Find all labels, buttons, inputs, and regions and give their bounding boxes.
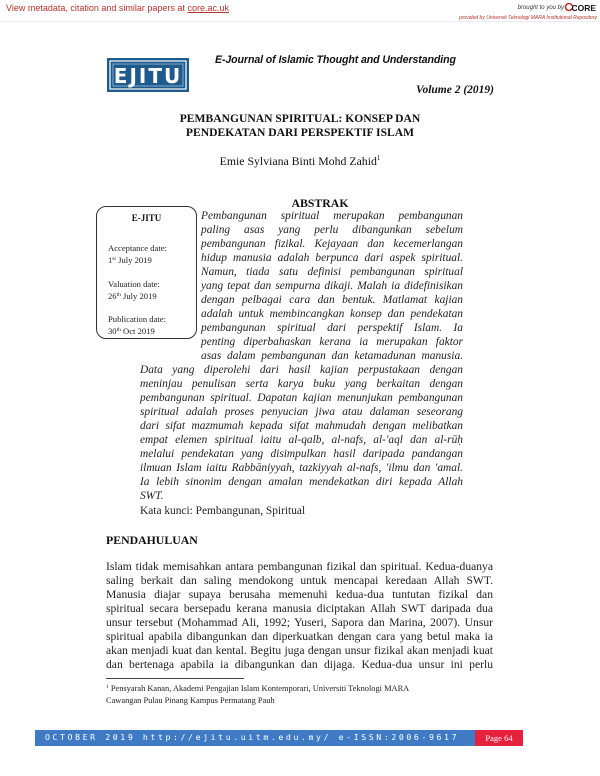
abstract-line: hidup manusia adalah berpunca dari aspek spiritual.: [201, 252, 463, 264]
footnote-marker: 1: [106, 684, 109, 690]
core-link[interactable]: core.ac.uk: [187, 3, 229, 13]
introduction-line: akan menjadi kuat dan kental. Begitu juga dengan unsur fizikal akan menjadi kuat: [106, 644, 493, 657]
article-title-line-2: PENDEKATAN DARI PERSPEKTIF ISLAM: [185, 126, 415, 139]
abstract-line: pembangunan fizikal. Kejayaan dan kecemerlangan: [201, 238, 463, 250]
valuation-label: Valuation date:: [108, 279, 160, 289]
abstract-line: adalah untuk membincangkan konsep dan pendekatan: [201, 308, 463, 320]
footnote-line-2: Cawangan Pulau Pinang Kampus Permatang Pauh: [106, 696, 275, 705]
introduction-heading: PENDAHULUAN: [106, 533, 198, 547]
journal-title: E-Journal of Islamic Thought and Understanding: [215, 54, 456, 66]
introduction-line: spiritual apabila dibangunkan dan diperkuatkan dengan cara yang betul maka ia: [106, 630, 493, 643]
abstract-line: ilmuan Islam iaitu Rabbāniyyah, tazkiyyah al-nafs, 'ilmu dan 'amal.: [140, 462, 463, 474]
provided-by-text: provided by Universiti Teknologi MARA Institutional Repository: [458, 15, 597, 21]
abstract-line: Namun, tiada satu definisi pembangunan spiritual: [201, 266, 463, 278]
view-metadata-text: View metadata, citation and similar papers at: [6, 3, 185, 13]
abstract-line: dengan pelbagai cara dan bentuk. Matlamat kajian: [201, 294, 463, 306]
abstract-line: penting diperbahaskan kerana ia merupakan faktor: [201, 336, 463, 348]
author-text: Emie Sylviana Binti Mohd Zahid: [219, 154, 377, 168]
abstract-line: pembangunan spiritual. Dapatan kajian menunjukan pembangunan: [140, 392, 463, 404]
core-label[interactable]: CORE: [571, 3, 596, 13]
abstract-line: dari sifat mazmumah kepada sifat mahmudah dengan melibatkan: [140, 420, 463, 432]
article-title-line-1: PEMBANGUNAN SPIRITUAL: KONSEP DAN: [179, 112, 421, 125]
footnote-rule: [106, 678, 244, 679]
footer-bar: [35, 730, 475, 746]
author-name: [140, 154, 460, 169]
abstract-line: SWT.: [140, 490, 164, 502]
abstract-line: Pembangunan spiritual merupakan pembangunan: [201, 210, 463, 222]
article-info-box: [96, 206, 197, 339]
abstract-heading: ABSTRAK: [291, 196, 349, 210]
abstract-line: meninjau penulisan serta karya buku yang berkaitan dengan: [140, 378, 463, 390]
brought-by-text: brought to you by: [517, 5, 564, 11]
footer-text: OCTOBER 2019 http://ejitu.uitm.edu.my/ e-ISSN:2006-9617: [45, 732, 460, 742]
view-metadata-link[interactable]: [6, 3, 229, 13]
valuation-date: 26th July 2019: [108, 291, 157, 301]
page-number: Page 64: [475, 730, 523, 746]
publication-date: 30th Oct 2019: [108, 326, 155, 336]
footnote-text-1: Pensyarah Kanan, Akademi Pengajian Islam Kontemporari, Universiti Teknologi MARA: [110, 684, 410, 693]
introduction-line: unsur tersebut (Mohammad Ali, 1992; Yuseri, Sapora dan Marina, 2007). Unsur: [106, 616, 493, 629]
core-top-bar: [0, 0, 600, 22]
ejitu-logo: [107, 58, 189, 92]
abstract-line: spiritual adalah proses penyucian jiwa atau dalaman seseorang: [140, 406, 463, 418]
abstract-line: melalui pendekatan yang disimpulkan hasil daripada pandangan: [140, 448, 463, 460]
introduction-line: saling berkait dan saling mendokong untuk mencapai keredaan Allah SWT.: [106, 574, 493, 587]
introduction-line: dan bertenaga apabila ia dibangunkan dan dijaga. Kedua-dua unsur ini perlu: [106, 658, 493, 671]
acceptance-date: 1st July 2019: [108, 255, 152, 265]
abstract-line: empat elemen spiritual iaitu al-qalb, al-nafs, al-'aql dan al-rūḥ: [140, 434, 463, 446]
abstract-line: asas dalam pembangunan dan ketamadunan manusia.: [201, 350, 463, 362]
keywords: Kata kunci: Pembangunan, Spiritual: [140, 505, 306, 517]
author-footnote-marker[interactable]: 1: [376, 154, 381, 162]
introduction-line: Manusia diajar supaya berusaha memenuhi kedua-dua tuntutan fizikal dan: [106, 588, 493, 601]
introduction-line: Islam tidak memisahkan antara pembangunan fizikal dan spiritual. Kedua-duanya: [106, 560, 493, 573]
logo-text: EJITU: [113, 64, 183, 88]
abstract-line: paling asas yang perlu dibangunkan sebelum: [201, 224, 463, 236]
abstract-line: pembangunan spiritual dari perspektif Islam. Ia: [201, 322, 463, 334]
publication-label: Publication date:: [108, 314, 166, 324]
abstract-line: Ia lebih sinonim dengan amalan mendekatkan diri kepada Allah: [140, 476, 463, 488]
footnote-line-1: [106, 684, 409, 693]
abstract-line: Data yang diperolehi dari hasil kajian perpustakaan dengan: [140, 364, 463, 376]
info-box-title: E-JITU: [131, 213, 162, 223]
introduction-line: spiritual secara bersepadu kerana manusia diciptakan Allah SWT daripada dua: [106, 602, 493, 615]
abstract-line: yang tepat dan sempurna dikaji. Malah ia didefinisikan: [201, 280, 463, 292]
acceptance-label: Acceptance date:: [108, 243, 167, 253]
volume-label: Volume 2 (2019): [416, 84, 494, 96]
